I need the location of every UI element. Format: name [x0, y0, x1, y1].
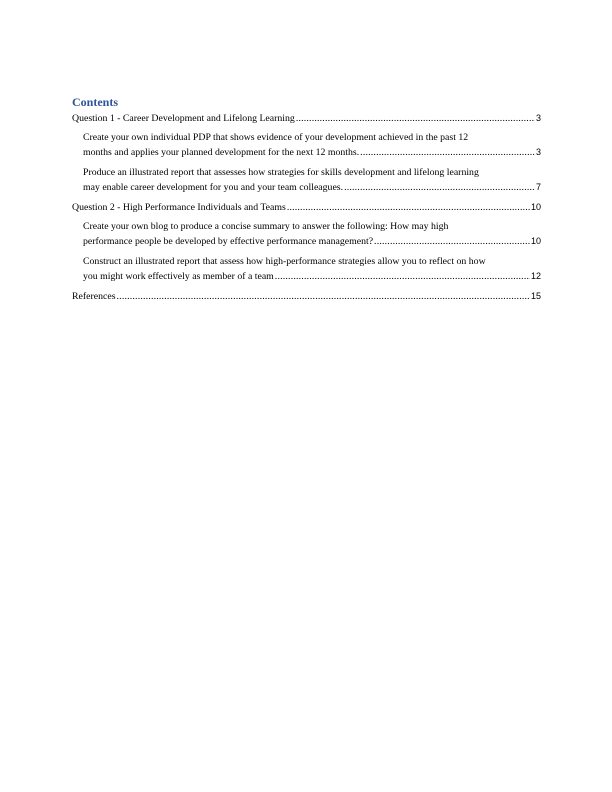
toc-entry-blog[interactable] [83, 220, 541, 249]
toc-link[interactable] [72, 111, 541, 126]
toc-entry-references[interactable] [72, 289, 541, 304]
toc-entry-question-2[interactable] [72, 200, 541, 215]
toc-entry-question-1[interactable] [72, 111, 541, 126]
toc-link[interactable] [83, 131, 541, 160]
toc-link[interactable] [72, 289, 541, 304]
toc-entry-text: Create your own individual PDP that shows evidence of your development achieved in the past 12 [83, 132, 469, 144]
dot-leader [344, 181, 535, 195]
toc-entry-text: Question 2 - High Performance Individuals and Teams [72, 202, 286, 214]
toc-entry-text: Create your own blog to produce a concise summary to answer the following: How may high [83, 221, 449, 233]
dot-leader [287, 201, 530, 215]
toc-page-number: 15 [530, 291, 541, 302]
toc-link[interactable] [72, 200, 541, 215]
toc-page-number: 12 [530, 270, 541, 281]
toc-entry-text: References [72, 291, 116, 303]
toc-entry-text: may enable career development for you and your team colleagues. [83, 181, 344, 193]
toc-entry-text: months and applies your planned development for the next 12 months. [83, 147, 360, 159]
toc-page-number: 3 [535, 147, 541, 158]
toc-page-number: 10 [530, 236, 541, 247]
dot-leader [117, 290, 530, 304]
toc-link[interactable] [83, 166, 541, 195]
table-of-contents [72, 94, 541, 309]
toc-entry-text: Question 1 - Career Development and Lifelong Learning [72, 113, 295, 124]
dot-leader [275, 270, 530, 284]
dot-leader [296, 112, 535, 126]
toc-page-number: 10 [530, 202, 541, 213]
dot-leader [360, 146, 535, 160]
toc-link[interactable] [83, 255, 541, 284]
dot-leader [374, 235, 530, 249]
toc-entry-text: Produce an illustrated report that assesses how strategies for skills development and lifelong learning [83, 166, 479, 178]
toc-link[interactable] [83, 220, 541, 249]
toc-page-number: 3 [535, 113, 541, 123]
toc-entry-text: performance people be developed by effective performance management? [83, 236, 374, 248]
toc-entry-skills-report[interactable] [83, 166, 541, 195]
toc-entry-team-report[interactable] [83, 255, 541, 284]
toc-entry-text: Construct an illustrated report that assess how high-performance strategies allow you to reflect on how [83, 255, 486, 267]
toc-entry-pdp[interactable] [83, 131, 541, 160]
toc-page-number: 7 [535, 181, 541, 192]
toc-heading: Contents [72, 95, 119, 109]
toc-entry-text: you might work effectively as member of a team [83, 270, 274, 282]
